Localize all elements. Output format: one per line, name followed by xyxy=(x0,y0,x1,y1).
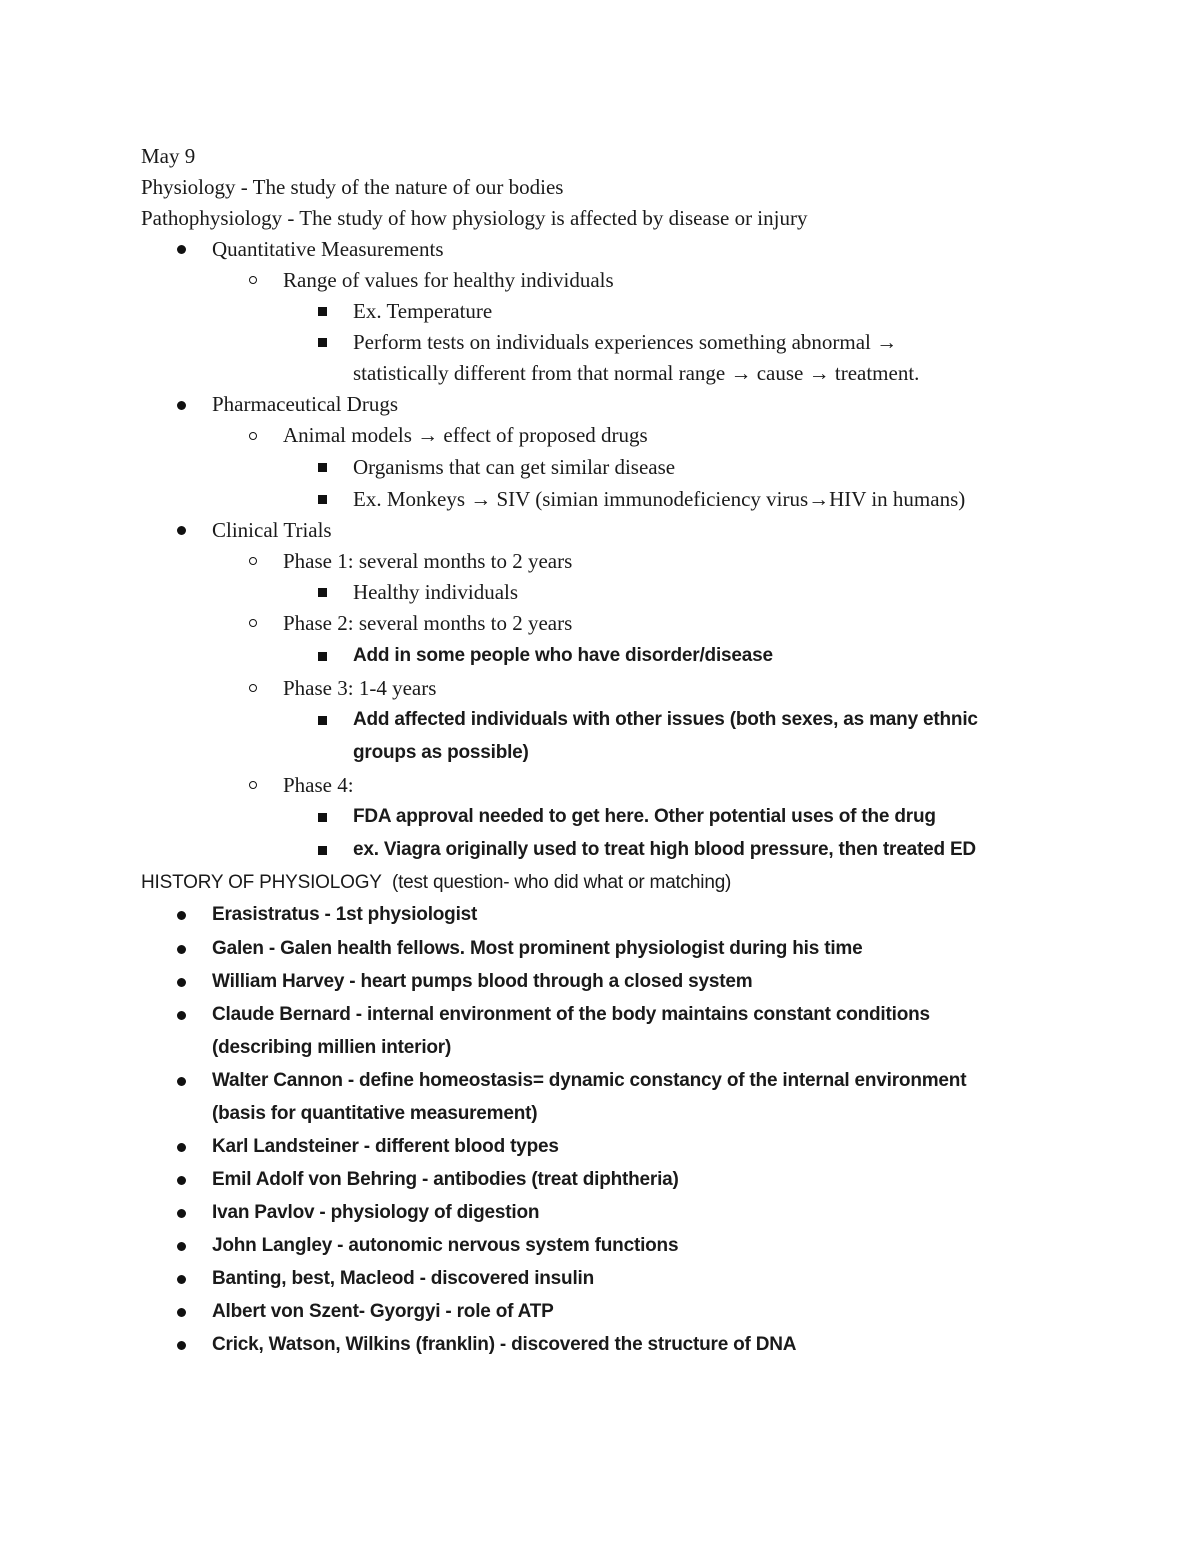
ct-phase-4: Phase 4: xyxy=(283,773,354,797)
history-item: Crick, Watson, Wilkins (franklin) - discovered the structure of DNA xyxy=(212,1334,797,1355)
history-note: (test question- who did what or matching) xyxy=(391,872,732,893)
bullet-circle-icon xyxy=(249,432,257,440)
history-item: Banting, best, Macleod - discovered insulin xyxy=(212,1268,595,1289)
history-heading: HISTORY OF PHYSIOLOGY xyxy=(141,872,382,893)
ct-phase-2-detail: Add in some people who have disorder/disease xyxy=(353,645,773,666)
bullet-disc-icon xyxy=(177,1011,186,1020)
bullet-disc-icon xyxy=(177,1176,186,1185)
history-item: Emil Adolf von Behring - antibodies (treat diphtheria) xyxy=(212,1169,679,1190)
qm-title: Quantitative Measurements xyxy=(212,237,444,261)
pathophysiology-definition: Pathophysiology - The study of how physiology is affected by disease or injury xyxy=(141,206,808,230)
history-item: Karl Landsteiner - different blood types xyxy=(212,1136,559,1157)
bullet-disc-icon xyxy=(177,401,186,410)
bullet-disc-icon xyxy=(177,526,186,535)
history-item: Walter Cannon - define homeostasis= dynamic constancy of the internal environment xyxy=(212,1070,967,1091)
pd-title: Pharmaceutical Drugs xyxy=(212,392,399,416)
bullet-square-icon xyxy=(318,652,327,661)
ct-title: Clinical Trials xyxy=(212,518,332,542)
history-item-continuation: (basis for quantitative measurement) xyxy=(212,1103,538,1124)
bullet-disc-icon xyxy=(177,1275,186,1284)
history-item: Claude Bernard - internal environment of the body maintains constant conditions xyxy=(212,1004,930,1025)
bullet-square-icon xyxy=(318,588,327,597)
history-heading-line xyxy=(141,873,731,892)
bullet-disc-icon xyxy=(177,911,186,920)
qm-temperature: Ex. Temperature xyxy=(353,299,493,323)
bullet-disc-icon xyxy=(177,1209,186,1218)
physiology-definition: Physiology - The study of the nature of our bodies xyxy=(141,175,564,199)
ct-phase-3: Phase 3: 1-4 years xyxy=(283,676,437,700)
bullet-disc-icon xyxy=(177,245,186,254)
pd-animal-models: Animal models → effect of proposed drugs xyxy=(283,423,648,447)
ct-phase-1: Phase 1: several months to 2 years xyxy=(283,549,573,573)
ct-phase-4-detail-a: FDA approval needed to get here. Other potential uses of the drug xyxy=(353,806,936,827)
ct-phase-2: Phase 2: several months to 2 years xyxy=(283,611,573,635)
bullet-square-icon xyxy=(318,307,327,316)
bullet-disc-icon xyxy=(177,1308,186,1317)
history-item-continuation: (describing millien interior) xyxy=(212,1037,452,1058)
history-item: Erasistratus - 1st physiologist xyxy=(212,904,478,925)
bullet-square-icon xyxy=(318,813,327,822)
bullet-disc-icon xyxy=(177,978,186,987)
bullet-square-icon xyxy=(318,716,327,725)
bullet-square-icon xyxy=(318,463,327,472)
history-item: Ivan Pavlov - physiology of digestion xyxy=(212,1202,540,1223)
qm-perform-line-1: Perform tests on individuals experiences something abnormal → xyxy=(353,330,898,354)
pd-organisms: Organisms that can get similar disease xyxy=(353,455,676,479)
history-item: William Harvey - heart pumps blood through a closed system xyxy=(212,971,753,992)
bullet-circle-icon xyxy=(249,276,257,284)
ct-phase-4-detail-b: ex. Viagra originally used to treat high blood pressure, then treated ED xyxy=(353,839,976,860)
bullet-disc-icon xyxy=(177,945,186,954)
bullet-square-icon xyxy=(318,846,327,855)
bullet-circle-icon xyxy=(249,619,257,627)
qm-range: Range of values for healthy individuals xyxy=(283,268,614,292)
date-line: May 9 xyxy=(141,144,196,168)
bullet-disc-icon xyxy=(177,1242,186,1251)
bullet-square-icon xyxy=(318,338,327,347)
bullet-disc-icon xyxy=(177,1077,186,1086)
bullet-square-icon xyxy=(318,495,327,504)
bullet-circle-icon xyxy=(249,781,257,789)
pd-monkeys: Ex. Monkeys → SIV (simian immunodeficiency virus→HIV in humans) xyxy=(353,487,966,511)
history-item: John Langley - autonomic nervous system functions xyxy=(212,1235,679,1256)
bullet-disc-icon xyxy=(177,1143,186,1152)
ct-phase-3-detail-line-1: Add affected individuals with other issues (both sexes, as many ethnic xyxy=(353,709,978,730)
bullet-circle-icon xyxy=(249,684,257,692)
history-item: Albert von Szent- Gyorgyi - role of ATP xyxy=(212,1301,554,1322)
history-item: Galen - Galen health fellows. Most prominent physiologist during his time xyxy=(212,938,863,959)
ct-phase-3-detail-line-2: groups as possible) xyxy=(353,742,529,763)
qm-perform-line-2: statistically different from that normal range → cause → treatment. xyxy=(353,361,920,385)
bullet-circle-icon xyxy=(249,557,257,565)
ct-phase-1-detail: Healthy individuals xyxy=(353,580,519,604)
bullet-disc-icon xyxy=(177,1341,186,1350)
